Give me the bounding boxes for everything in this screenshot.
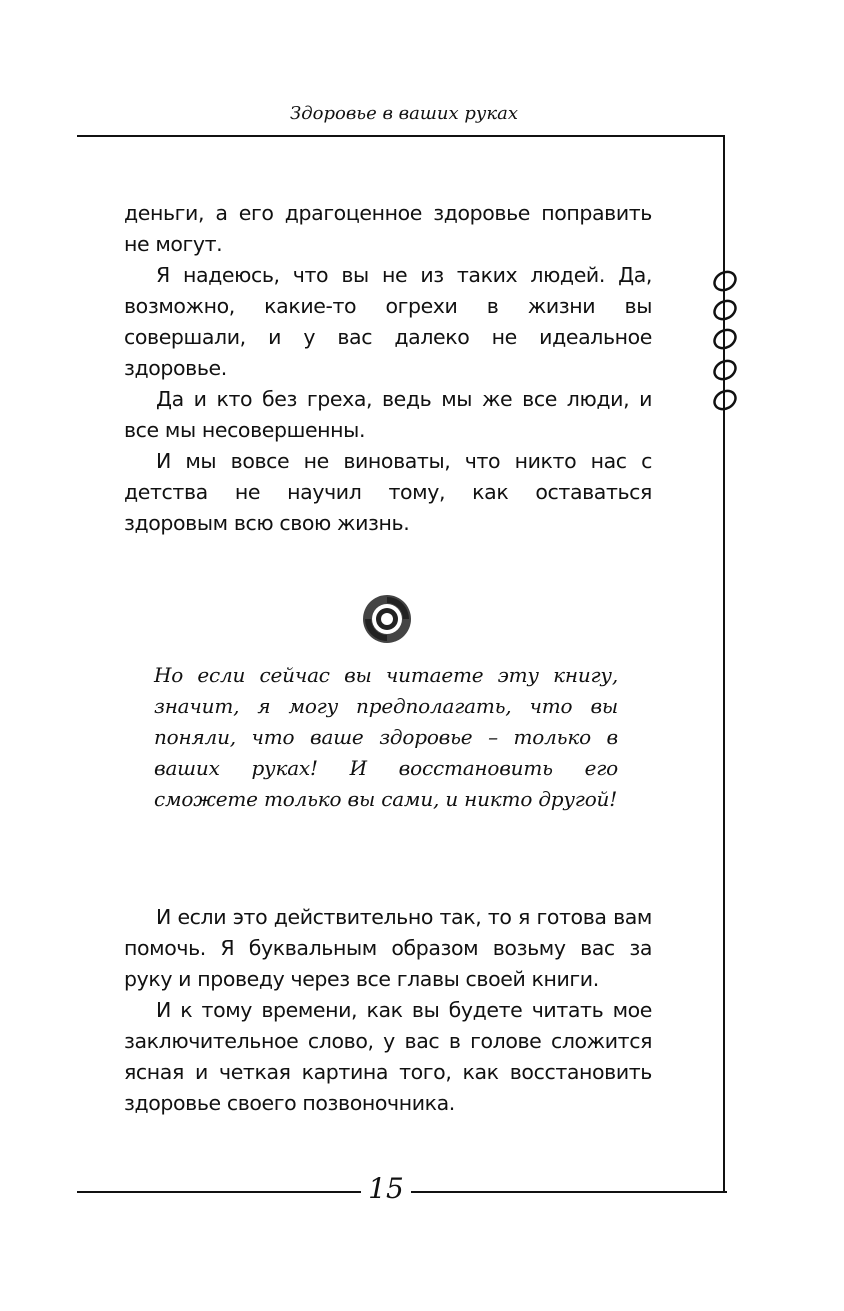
paragraph: И к тому времени, как вы будете читать мое заключительное слово, у вас в голове сложится ясная и четкая картина того, как восстановить здоровье своего позвоночника. xyxy=(124,998,652,1115)
paragraph: Да и кто без греха, ведь мы же все люди, и все мы несовершенны. xyxy=(124,387,652,442)
binding-ring xyxy=(711,357,738,382)
paragraph: И мы вовсе не виноваты, что никто нас с детства не научил тому, как оставаться здоровым всю свою жизнь. xyxy=(124,449,652,535)
highlighted-quote: Но если сейчас вы читаете эту книгу, значит, я могу предполагать, что вы поняли, что ваше здоровье – только в ваших руках! И восстановить его сможете только вы сами, и никто другой! xyxy=(154,663,618,811)
swirl-ornament-icon xyxy=(360,592,414,646)
paragraph: деньги, а его драгоценное здоровье поправить не могут. xyxy=(124,201,652,256)
binding-rings xyxy=(706,268,746,416)
binding-ring xyxy=(711,326,738,351)
paragraph: Я надеюсь, что вы не из таких людей. Да, возможно, какие-то огрехи в жизни вы совершали, и у вас далеко не идеальное здоровье. xyxy=(124,263,652,380)
footer-rule-right xyxy=(411,1191,727,1193)
page-number: 15 xyxy=(368,1172,404,1205)
body-text-top xyxy=(124,198,652,539)
body-text-bottom xyxy=(124,902,652,1119)
binding-ring xyxy=(711,268,738,293)
binding-ring xyxy=(711,297,738,322)
binding-ring xyxy=(711,387,738,412)
running-header: Здоровье в ваших руках xyxy=(290,103,518,124)
paragraph: И если это действительно так, то я готова вам помочь. Я буквальным образом возьму вас за руку и проведу через все главы своей книги. xyxy=(124,905,652,991)
footer-rule-left xyxy=(77,1191,361,1193)
